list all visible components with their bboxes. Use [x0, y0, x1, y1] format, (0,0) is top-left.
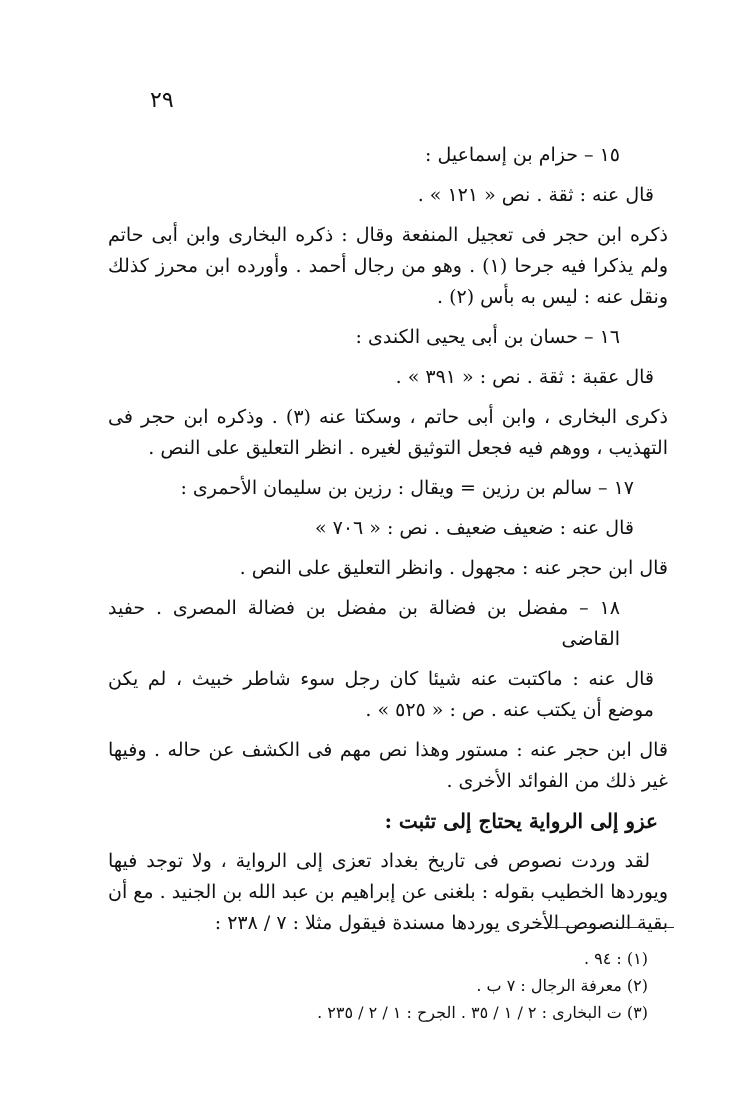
entry-18-heading: ١٨ – مفضل بن فضالة بن مفضل بن فضالة المصرى . حفيد القاضى — [108, 597, 620, 650]
entry-17-grade: قال عنه : ضعيف ضعيف . نص : « ٧٠٦ » — [314, 517, 634, 539]
entry-18-grade: قال عنه : ماكتبت عنه شيئا كان رجل سوء شاطر خبيث ، لم يكن موضع أن يكتب عنه . ص : « ٥٢٥ » . — [108, 668, 654, 721]
footnote-2: (٢) معرفة الرجال : ٧ ب . — [476, 976, 648, 995]
entry-15-commentary: ذكره ابن حجر فى تعجيل المنفعة وقال : ذكره البخارى وابن أبى حاتم ولم يذكرا فيه جرحا (١) . وهو من رجال أحمد . وأورده ابن محرز كذلك ونقل عنه : ليس به بأس (٢) . — [108, 224, 668, 308]
page-number: ٢٩ — [150, 88, 174, 113]
footnotes — [108, 945, 668, 1026]
footnote-1: (١) : ٩٤ . — [583, 949, 648, 968]
entry-16-grade: قال عقبة : ثقة . نص : « ٣٩١ » . — [395, 366, 654, 388]
section-title: عزو إلى الرواية يحتاج إلى تثبت : — [384, 809, 658, 833]
entry-15-heading: ١٥ – حزام بن إسماعيل : — [425, 144, 620, 166]
footnote-3: (٣) ت البخارى : ٢ / ١ / ٣٥ . الجرح : ١ / ٢ / ٢٣٥ . — [317, 1003, 648, 1022]
footnote-divider — [524, 927, 674, 928]
entry-16-heading: ١٦ – حسان بن أبى يحيى الكندى : — [355, 326, 620, 348]
section-paragraph: لقد وردت نصوص فى تاريخ بغداد تعزى إلى الرواية ، ولا توجد فيها ويوردها الخطيب بقوله : بلغنى عن إبراهيم بن عبد الله بن الجنيد . مع أن بقية النصوص الأخرى يوردها مسندة فيقول مثلا : ٧ / ٢٣٨ : — [108, 850, 668, 934]
entry-18-commentary: قال ابن حجر عنه : مستور وهذا نص مهم فى الكشف عن حاله . وفيها غير ذلك من الفوائد الأخرى . — [108, 739, 668, 792]
entry-17-heading: ١٧ – سالم بن رزين = ويقال : رزين بن سليمان الأحمرى : — [180, 477, 634, 499]
entry-16-commentary: ذكرى البخارى ، وابن أبى حاتم ، وسكتا عنه (٣) . وذكره ابن حجر فى التهذيب ، ووهم فيه فجعل التوثيق لغيره . انظر التعليق على النص . — [108, 406, 668, 459]
entry-17-commentary: قال ابن حجر عنه : مجهول . وانظر التعليق على النص . — [239, 557, 668, 579]
entry-15-grade: قال عنه : ثقة . نص « ١٢١ » . — [417, 184, 654, 206]
main-text — [108, 140, 668, 948]
